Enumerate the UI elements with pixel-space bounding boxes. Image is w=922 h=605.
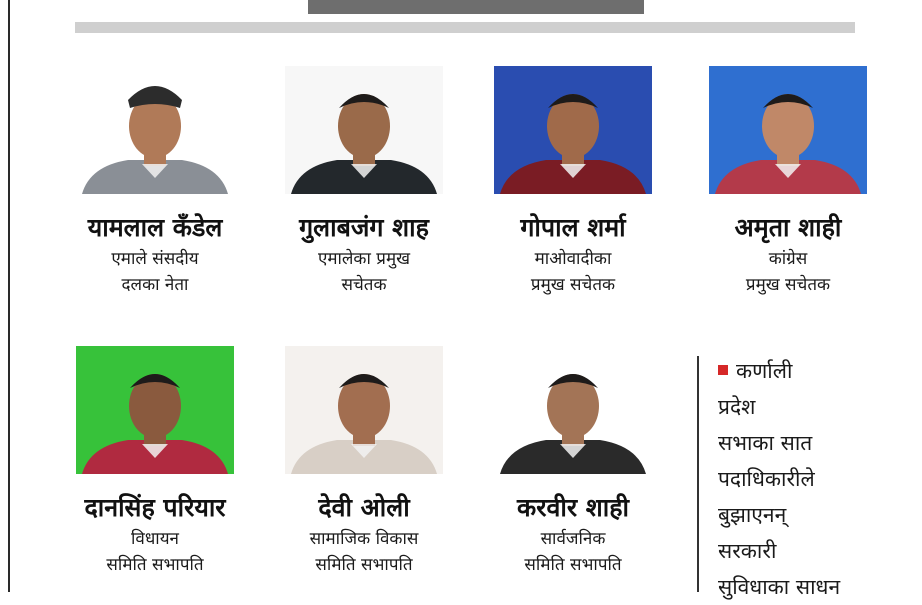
portrait-photo: [285, 346, 443, 474]
person-role: [50, 246, 260, 298]
role-line: विधायन: [130, 529, 179, 549]
role-line: प्रमुख सचेतक: [530, 275, 616, 295]
role-line: दलका नेता: [121, 275, 189, 295]
teaser-line: सरकारी: [718, 539, 777, 563]
role-line: सार्वजनिक: [540, 529, 606, 549]
teaser-line: सुविधाका साधन: [718, 575, 841, 599]
person-name: यामलाल कँडेल: [87, 213, 223, 242]
person-name: देवी ओली: [318, 493, 410, 522]
portrait-photo: [285, 66, 443, 194]
teaser-line: बुझाएनन्: [718, 503, 787, 527]
role-line: समिति सभापति: [315, 555, 413, 575]
portrait-photo: [494, 346, 652, 474]
section-divider: [75, 22, 855, 33]
person-name: दानसिंह परियार: [84, 493, 226, 522]
role-line: सामाजिक विकास: [309, 529, 419, 549]
profile-card: [683, 66, 893, 298]
sidebar-rule: [697, 356, 699, 592]
role-line: माओवादीका: [534, 249, 612, 269]
role-line: समिति सभापति: [106, 555, 204, 575]
person-name: गुलाबजंग शाह: [299, 213, 429, 242]
person-role: [683, 246, 893, 298]
person-role: [468, 246, 678, 298]
teaser-line: पदाधिकारीले: [718, 467, 815, 491]
teaser-line: कर्णाली: [718, 353, 918, 389]
portrait-photo: [494, 66, 652, 194]
profile-card: [468, 66, 678, 298]
portrait-photo: [709, 66, 867, 194]
profile-card: [50, 66, 260, 298]
section-header-bar: [308, 0, 644, 14]
person-name: अमृता शाही: [734, 213, 842, 242]
profile-card: [259, 346, 469, 578]
person-role: [259, 246, 469, 298]
role-line: एमाले संसदीय: [111, 249, 199, 269]
role-line: समिति सभापति: [524, 555, 622, 575]
profile-card: [50, 346, 260, 578]
profile-card: [468, 346, 678, 578]
teaser-line: सभाका सात: [718, 431, 813, 455]
person-role: [50, 526, 260, 578]
teaser-line: प्रदेश: [718, 395, 756, 419]
person-role: [468, 526, 678, 578]
portrait-photo: [76, 66, 234, 194]
column-rule-left: [8, 0, 10, 592]
related-story-teaser[interactable]: [718, 353, 918, 605]
profile-card: [259, 66, 469, 298]
role-line: कांग्रेस: [768, 249, 808, 269]
role-line: एमालेका प्रमुख: [317, 249, 411, 269]
person-role: [259, 526, 469, 578]
portrait-photo: [76, 346, 234, 474]
person-name: गोपाल शर्मा: [520, 213, 626, 242]
role-line: प्रमुख सचेतक: [745, 275, 831, 295]
role-line: सचेतक: [341, 275, 387, 295]
square-bullet-icon: [718, 365, 728, 375]
person-name: करवीर शाही: [517, 493, 629, 522]
